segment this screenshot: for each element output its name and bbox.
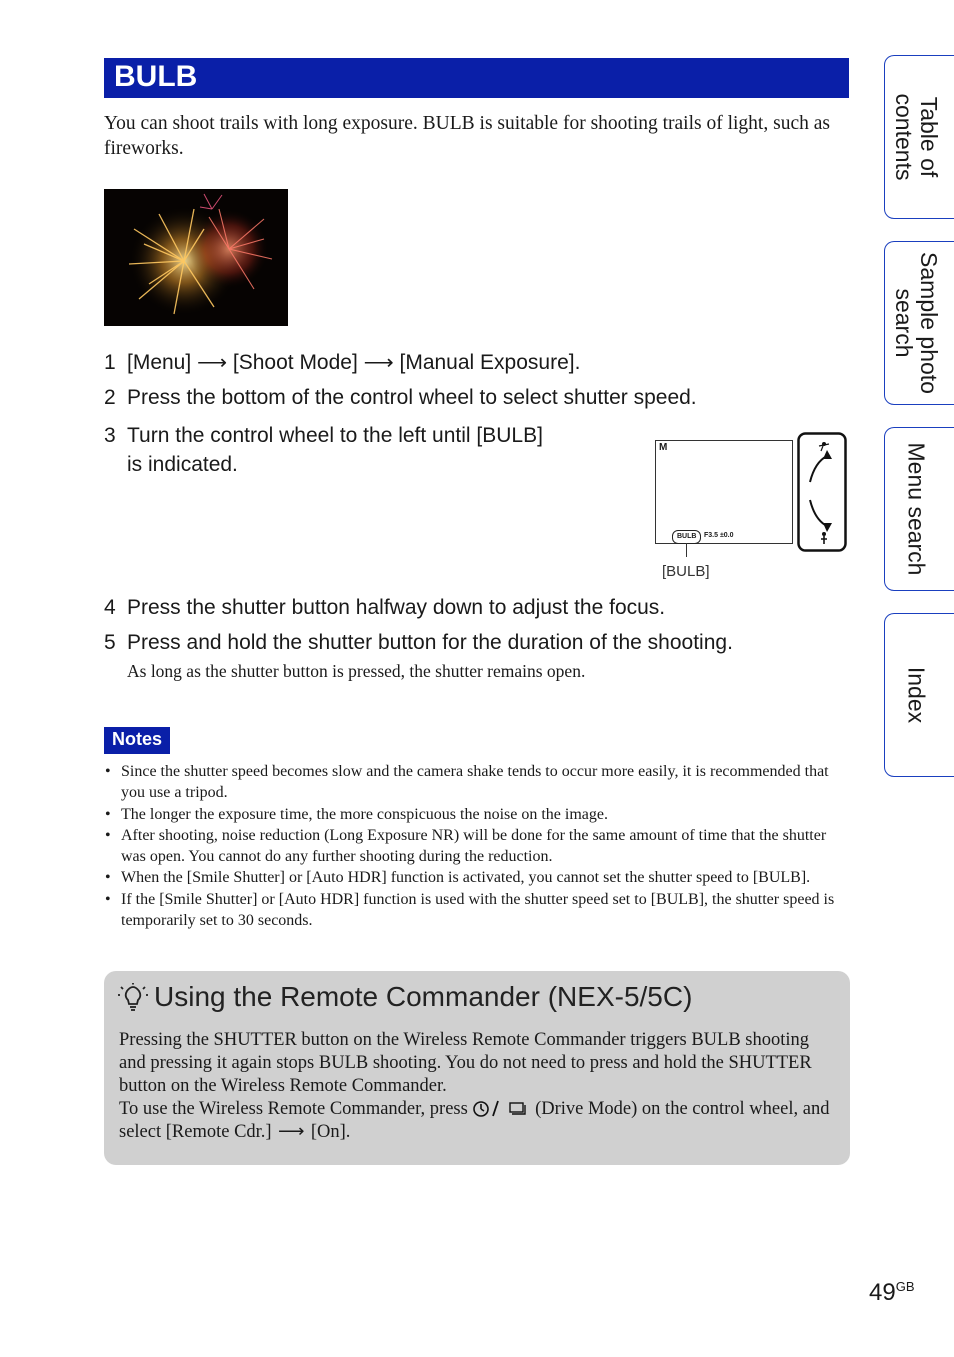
intro-text: You can shoot trails with long exposure. BULB is suitable for shooting trails of light, such as fireworks.	[104, 113, 830, 159]
step-text: Press the bottom of the control wheel to select shutter speed.	[127, 386, 697, 409]
lightbulb-icon	[118, 983, 148, 1013]
list-item	[104, 804, 839, 825]
hint-body	[119, 1029, 839, 1144]
bullet: •	[105, 869, 111, 887]
arrow-icon: ⟶	[197, 351, 228, 374]
step-number: 4	[104, 596, 116, 619]
mode-indicator: M	[659, 442, 668, 453]
list-item	[104, 761, 839, 804]
step-1-manual-exposure: [Manual Exposure].	[399, 351, 581, 374]
step-1-menu: [Menu]	[127, 351, 192, 374]
tab-sample-photo-search[interactable]	[884, 241, 954, 405]
page-number-suffix: GB	[895, 1279, 915, 1294]
notes-list	[104, 761, 839, 931]
list-item	[104, 825, 839, 868]
exposure-values: F3.5 ±0.0	[704, 532, 734, 539]
fireworks-illustration	[104, 189, 288, 326]
step-text: Press and hold the shutter button for the duration of the shooting.	[127, 631, 733, 654]
page-number-value: 49	[869, 1279, 896, 1306]
page-number	[869, 1279, 915, 1307]
camera-screen-illustration	[655, 440, 793, 544]
note-text: The longer the exposure time, the more conspicuous the noise on the image.	[121, 805, 608, 823]
tab-label: Sample photo search	[891, 252, 942, 394]
bulb-indicator: BULB	[672, 530, 701, 544]
list-item	[104, 867, 839, 888]
note-text: When the [Smile Shutter] or [Auto HDR] function is activated, you cannot set the shutter speed to [BULB].	[121, 869, 811, 887]
hint-box	[104, 971, 850, 1165]
hint-paragraph-2c: [On].	[310, 1122, 351, 1142]
callout-line	[686, 543, 687, 557]
drive-mode-icon	[472, 1098, 530, 1118]
arrow-icon: ⟶	[277, 1122, 305, 1142]
tab-label: Menu search	[903, 442, 930, 576]
note-text: After shooting, noise reduction (Long Exposure NR) will be done for the same amount of time that the shutter was open. You cannot do any further shooting during the reduction.	[121, 826, 827, 866]
arrow-icon: ⟶	[363, 351, 394, 374]
tab-table-of-contents[interactable]	[884, 55, 954, 219]
control-wheel-icon	[797, 432, 847, 552]
hint-paragraph-1: Pressing the SHUTTER button on the Wireless Remote Commander triggers BULB shooting and pressing it again stops BULB shooting. You do not need to press and hold the SHUTTER button on the Wireless Remote Commander.	[119, 1030, 812, 1096]
tab-label: Table of contents	[891, 93, 942, 181]
bullet: •	[105, 763, 111, 780]
note-text: Since the shutter speed becomes slow and the camera shake tends to occur more easily, it is recommended that you use a tripod.	[121, 763, 829, 802]
tab-menu-search[interactable]	[884, 427, 954, 591]
list-item	[104, 889, 839, 932]
bullet: •	[105, 890, 111, 908]
step-1-shoot-mode: [Shoot Mode]	[232, 351, 358, 374]
hint-paragraph-2a: To use the Wireless Remote Commander, press	[119, 1099, 468, 1119]
step-number: 3	[104, 424, 116, 447]
tab-label: Index	[903, 666, 930, 724]
hint-title: Using the Remote Commander (NEX-5/5C)	[154, 981, 693, 1012]
step-text-line2: is indicated.	[127, 453, 238, 476]
step-text: Turn the control wheel to the left until [BULB]	[127, 424, 543, 447]
tab-index[interactable]	[884, 613, 954, 777]
bulb-callout-label: [BULB]	[662, 563, 710, 580]
page-title: BULB	[104, 58, 849, 98]
bullet: •	[105, 805, 111, 823]
step-text: Press the shutter button halfway down to adjust the focus.	[127, 596, 666, 619]
bullet: •	[105, 826, 111, 844]
step-number: 5	[104, 631, 116, 654]
fireworks-photo	[104, 189, 288, 326]
note-text: If the [Smile Shutter] or [Auto HDR] function is used with the shutter speed set to [BULB], the shutter speed is temporarily set to 30 seconds.	[121, 890, 835, 930]
hint-paragraph-2b: (Drive Mode) on the control wheel, and select [Remote Cdr.]	[119, 1099, 830, 1142]
step-5-subtext: As long as the shutter button is pressed, the shutter remains open.	[127, 661, 586, 681]
step-number: 1	[104, 351, 116, 374]
notes-badge: Notes	[104, 727, 170, 754]
step-number: 2	[104, 386, 116, 409]
